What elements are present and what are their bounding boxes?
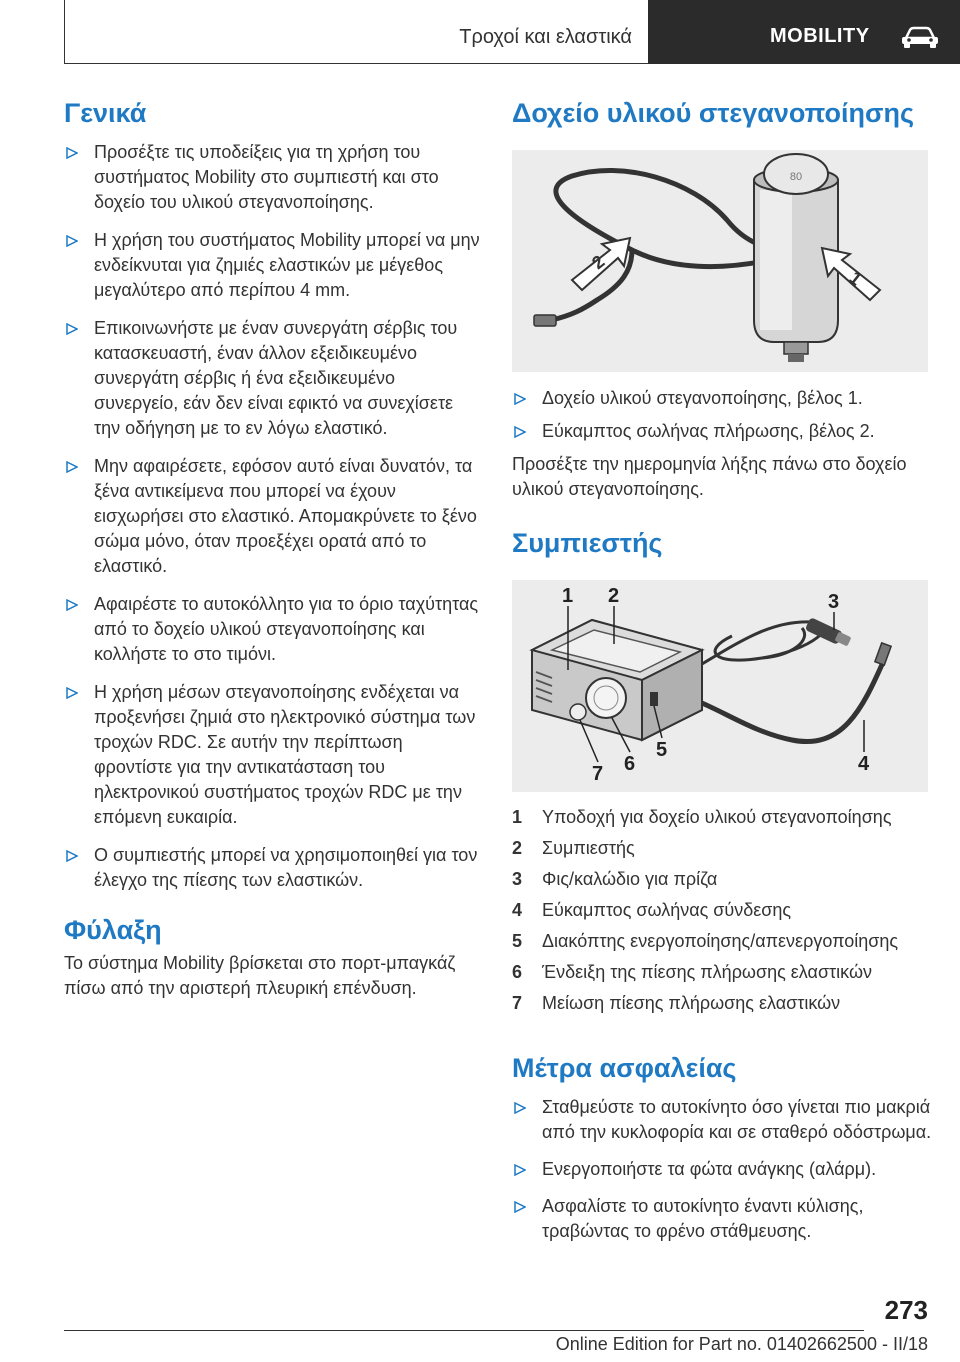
bullet-triangle-icon (514, 393, 526, 405)
compressor-illustration (512, 580, 928, 792)
legend-number: 5 (512, 931, 523, 951)
section-title: Τροχοί και ελαστικά (459, 26, 632, 48)
list-item (512, 386, 932, 411)
sealant-image (512, 150, 928, 372)
list-item-text: Μην αφαιρέσετε, εφόσον αυτό είναι δυνατόν, τα ξένα αντικείμενα που μπορεί να έχουν εισχωρήσει στο ελαστικό. Απομακρύνετε το ξένο σώμα μόνο, όταν προεξέχει ορατά από το ελαστικό. (94, 456, 477, 576)
legend-item (512, 864, 932, 895)
list-item-text: Ο συμπιεστής μπορεί να χρησιμοποιηθεί για τον έλεγχο της πίεσης των ελαστικών. (94, 845, 478, 890)
bullet-triangle-icon (66, 235, 78, 247)
legend-item (512, 895, 932, 926)
bullet-triangle-icon (514, 1201, 526, 1213)
svg-text:1: 1 (845, 267, 866, 290)
list-item-text: Αφαιρέστε το αυτοκόλλητο για το όριο ταχύτητας από το δοχείο υλικού στεγανοποίησης και κολλήστε το στο τιμόνι. (94, 594, 479, 664)
general-list (64, 140, 484, 893)
bullet-triangle-icon (514, 1102, 526, 1114)
compressor-heading: Συμπιεστής (512, 528, 663, 558)
callout-4: 4 (858, 753, 870, 775)
list-item (64, 592, 484, 667)
sealant-heading: Δοχείο υλικού στεγανοποίησης (512, 98, 914, 128)
page-number: 273 (884, 1295, 928, 1325)
legend-number: 6 (512, 962, 523, 982)
sealant-bottle-illustration (512, 150, 928, 372)
legend-item (512, 988, 932, 1019)
list-item (512, 1157, 932, 1182)
gauge-text: 80 (789, 171, 803, 183)
sealant-note: Προσέξτε την ημερομηνία λήξης πάνω στο δοχείο υλικού στεγανοποίησης. (512, 454, 907, 499)
list-item-text: Η χρήση μέσων στεγανοποίησης ενδέχεται να προξενήσει ζημιά στο ηλεκτρονικό σύστημα των τροχών RDC. Σε αυτήν την περίπτωση φροντίστε για την αντικατάσταση του ηλεκτρονικού συστήματος τροχών RDC με την επόμενη ευκαιρία. (94, 682, 476, 827)
list-item (512, 419, 932, 444)
legend-text: Διακόπτης ενεργοποίησης/απενεργοποίησης (542, 931, 899, 951)
compressor-image (512, 580, 928, 792)
bullet-triangle-icon (66, 687, 78, 699)
bullet-triangle-icon (66, 850, 78, 862)
list-item-text: Επικοινωνήστε με έναν συνεργάτη σέρβις του κατασκευαστή, έναν άλλον εξειδικευμένο συνεργάτη σέρβις ή ένα εξειδικευμένο συνεργείο, εάν δεν είναι εφικτό να συνεχίσετε την οδήγηση με το εν λόγω ελαστικό. (94, 318, 458, 438)
legend-text: Συμπιεστής (542, 838, 635, 858)
list-item (64, 316, 484, 441)
list-item-text: Δοχείο υλικού στεγανοποίησης, βέλος 1. (542, 388, 863, 408)
callout-2: 2 (608, 585, 620, 607)
legend-text: Ένδειξη της πίεσης πλήρωσης ελαστικών (542, 962, 872, 982)
gauge-icon (586, 678, 626, 718)
list-item (64, 843, 484, 893)
legend-item (512, 926, 932, 957)
general-heading: Γενικά (64, 98, 147, 128)
storage-text: Το σύστημα Mobility βρίσκεται στο πορτ-μπαγκάζ πίσω από την αριστερή πλευρική επένδυση. (64, 953, 456, 998)
legend-number: 4 (512, 900, 523, 920)
list-item-text: Εύκαμπτος σωλήνας πλήρωσης, βέλος 2. (542, 421, 875, 441)
bullet-triangle-icon (514, 1164, 526, 1176)
legend-item (512, 833, 932, 864)
callout-3: 3 (828, 591, 840, 613)
legend-text: Εύκαμπτος σωλήνας σύνδεσης (542, 900, 792, 920)
chapter-title: MOBILITY (770, 25, 870, 47)
list-item (512, 1095, 932, 1145)
list-item-text: Προσέξτε τις υποδείξεις για τη χρήση του συστήματος Mobility στο συμπιεστή και στο δοχείο του υλικού στεγανοποίησης. (94, 142, 439, 212)
compressor-legend (512, 802, 932, 1019)
list-item-text: Η χρήση του συστήματος Mobility μπορεί να μην ενδείκνυται για ζημιές ελαστικών με μέγεθος μεγαλύτερο από περίπου 4 mm. (94, 230, 480, 300)
legend-text: Μείωση πίεσης πλήρωσης ελαστικών (542, 993, 841, 1013)
callout-7: 7 (592, 763, 604, 785)
legend-number: 7 (512, 993, 523, 1013)
list-item (64, 140, 484, 215)
chapter-tab (648, 0, 960, 64)
safety-list (512, 1095, 932, 1244)
car-icon (900, 26, 940, 48)
list-item-text: Σταθμεύστε το αυτοκίνητο όσο γίνεται πιο μακριά από την κυκλοφορία και σε σταθερό οδόστρωμα. (542, 1097, 932, 1142)
callout-6: 6 (624, 753, 636, 775)
section-tab (64, 0, 648, 64)
list-item (64, 680, 484, 830)
list-item (64, 228, 484, 303)
legend-number: 2 (512, 838, 523, 858)
legend-number: 3 (512, 869, 523, 889)
bullet-triangle-icon (514, 426, 526, 438)
svg-text:2: 2 (588, 251, 609, 274)
list-item (512, 1194, 932, 1244)
bullet-triangle-icon (66, 147, 78, 159)
callout-1: 1 (562, 585, 574, 607)
list-item (64, 454, 484, 579)
left-column (64, 96, 484, 1001)
bullet-triangle-icon (66, 461, 78, 473)
right-column (512, 96, 932, 1244)
bullet-triangle-icon (66, 323, 78, 335)
legend-item (512, 802, 932, 833)
storage-heading: Φύλαξη (64, 915, 162, 945)
legend-item (512, 957, 932, 988)
footer-rule (64, 1330, 864, 1331)
callout-5: 5 (656, 739, 668, 761)
page-header (64, 0, 960, 64)
sealant-list (512, 386, 932, 444)
legend-text: Υποδοχή για δοχείο υλικού στεγανοποίησης (542, 807, 892, 827)
edition-text: Online Edition for Part no. 01402662500 - II/18 (555, 1334, 928, 1354)
legend-number: 1 (512, 807, 523, 827)
bullet-triangle-icon (66, 599, 78, 611)
legend-text: Φις/καλώδιο για πρίζα (542, 869, 718, 889)
safety-heading: Μέτρα ασφαλείας (512, 1053, 737, 1083)
list-item-text: Ασφαλίστε το αυτοκίνητο έναντι κύλισης, τραβώντας το φρένο στάθμευσης. (542, 1196, 864, 1241)
list-item-text: Ενεργοποιήστε τα φώτα ανάγκης (αλάρμ). (542, 1159, 877, 1179)
